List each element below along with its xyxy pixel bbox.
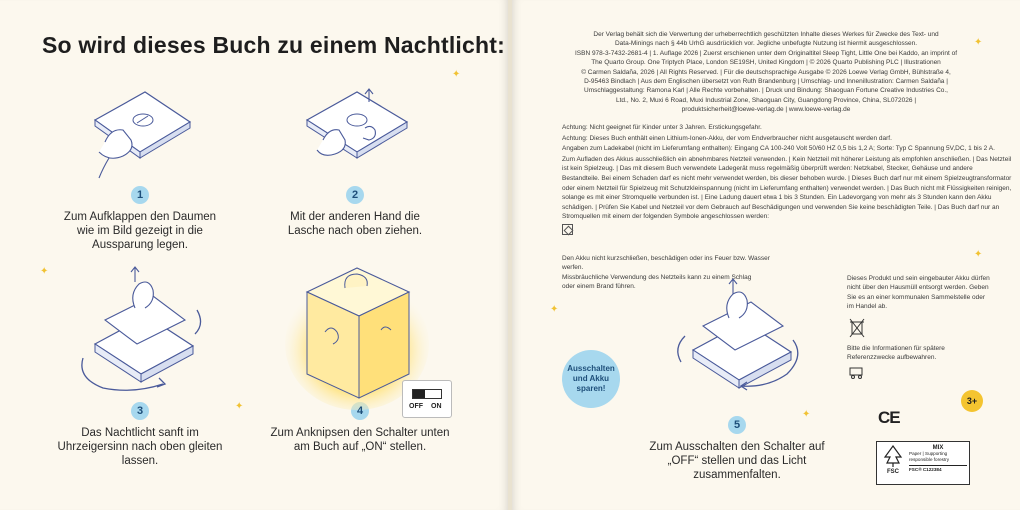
step-4 [270, 262, 450, 454]
fold-nightlight-illustration [667, 278, 807, 410]
step-caption: Zum Anknipsen den Schalter unten am Buch auf „ON“ stellen. [270, 427, 450, 453]
step-caption: Das Nachtlicht sanft im Uhrzeigersinn nach oben gleiten lassen. [57, 427, 223, 467]
star-decoration: ✦ [974, 249, 983, 260]
legal-line: D-95463 Bindlach | Aus dem Englischen übersetzt von Ruth Brandenburg | Umschlag- und Innenillustration: Carmen Saldaña | [584, 78, 948, 86]
star-decoration: ✦ [550, 304, 559, 315]
fsc-brand: FSC [887, 469, 899, 475]
badge-text: Ausschalten und Akku sparen! [567, 364, 615, 393]
star-decoration: ✦ [235, 401, 244, 412]
step-3 [55, 262, 225, 468]
legal-line: Umschlaggestaltung: Ramona Karl | Alle Rechte vorbehalten. | Druck und Bindung: Shaoguan Fortune Creative Industries Co., [584, 87, 948, 95]
imprint-legal-text [532, 30, 1000, 115]
left-page [0, 0, 508, 510]
switch-off-label: OFF [409, 403, 423, 410]
star-decoration: ✦ [40, 266, 49, 277]
disposal-text: Dieses Produkt und sein eingebauter Akku dürfen nicht über den Hausmüll entsorgt werden. Geben Sie es an einer kommunalen Sammelstelle oder im Handel ab. [847, 275, 990, 311]
power-symbol-row [562, 224, 1012, 238]
legal-line: ISBN 978-3-7432-2681-4 | 1. Auflage 2026 | Zuerst erschienen unter dem Originaltitel Sleep Tight, Little One bei Kaddo, an imprint of [574, 49, 958, 57]
safety-line: Zum Aufladen des Akkus ausschließlich ein abnehmbares Netzteil verwenden. | Kein Netzteil mit höherer Leistung als empfohlen anschließen. | Das Netzteil ist kein Spielzeug. | Das mit diesem Buch verwendete Ladegerät muss regelmäßig überprüft werden: Netzkabel, Stecker, Gehäuse und andere Bestandteile. Bei einem Schaden darf es nicht mehr verwendet werden, bis dieser behoben wurde. | Dieses Buch darf nur mit einem Spielzeugtransformator oder einem Netzteil für Spielzeug mit Schutzkleinspannung (nicht im Lieferumfang enthalten) verwendet werden. | Das Buch nicht mit Flüssigkeiten reinigen, solange es mit einer Stromquelle verbunden ist. | Eine Ladung dauert etwa 1 bis 3 Stunden. Ein Ladevorgang von mehr als 3 Stunden kann den Akku schädigen. | Prüfen Sie Kabel und Netzteil vor dem Gebrauch auf Beschädigungen und verwenden Sie keine beschädigten Teile. | Das Buch darf nur an Stromquellen mit einem der folgenden Symbole angeschlossen werden: [562, 155, 1012, 221]
step-number-badge: 3 [131, 402, 149, 420]
legal-line: Der Verlag behält sich die Verwertung der urheberrechtlich geschützten Inhalte dieses Werkes für Zwecke des Text- und [593, 31, 939, 38]
right-page [512, 0, 1020, 510]
step-caption: Zum Ausschalten den Schalter auf „OFF“ stellen und das Licht zusammenfalten. [649, 441, 825, 481]
power-switch-diagram [402, 380, 452, 418]
fsc-line1: Paper | Supporting [909, 451, 948, 456]
fsc-mix: MIX [932, 445, 944, 451]
lift-flap-illustration [295, 82, 415, 182]
warning-line: oder einem Brand führen. [562, 283, 636, 291]
tree-check-icon [883, 445, 903, 467]
star-decoration: ✦ [802, 409, 811, 420]
fsc-text [909, 445, 967, 473]
fsc-code: FSC® C122384 [909, 465, 967, 473]
step-5 [642, 278, 832, 482]
step-caption: Mit der anderen Hand die Lasche nach oben ziehen. [287, 211, 423, 237]
crossed-bin-icon [849, 318, 865, 338]
step-number-badge: 4 [351, 402, 369, 420]
ce-mark: CE [878, 408, 900, 427]
step-1 [55, 82, 225, 252]
legal-line: Data-Minings nach § 44b UrhG ausdrücklich vor. Jegliche unbefugte Nutzung ist hiermit ausgeschlossen. [614, 40, 918, 48]
disposal-info [847, 274, 992, 379]
safety-line: Achtung: Dieses Buch enthält einen Lithium-Ionen-Akku, der vom Endverbraucher nicht ausgetauscht werden darf. [562, 134, 892, 142]
page-title: So wird dieses Buch zu einem Nachtlicht: [42, 32, 505, 58]
legal-line: Ltd., No. 2, Muxi 6 Road, Muxi Industrial Zone, Shaoguan City, Guangdong Province, China, SL072026 | [615, 96, 917, 104]
step-number-badge: 2 [346, 186, 364, 204]
safety-line: Angaben zum Ladekabel (nicht im Lieferumfang enthalten): Eingang CA 100-240 Volt 50/60 HZ 0,5 bis 1,2 A; Sorte: Typ C Spannung 5V,DC, 1 bis 2 A. [562, 145, 995, 153]
safety-line: Achtung: Nicht geeignet für Kinder unter 3 Jahren. Erstickungsgefahr. [562, 124, 762, 131]
save-battery-badge [562, 350, 620, 408]
reference-text: Bitte die Informationen für spätere Referenzzwecke aufbewahren. [847, 344, 945, 362]
switch-on-label: ON [431, 403, 442, 410]
transport-icon [849, 367, 865, 379]
step-number-badge: 5 [728, 416, 746, 434]
fsc-tree-logo [880, 445, 906, 481]
step-caption: Zum Aufklappen den Daumen wie im Bild gezeigt in die Aussparung legen. [63, 211, 217, 251]
switch-slot [412, 389, 442, 399]
double-insulation-icon [562, 224, 573, 235]
warning-line: Den Akku nicht kurzschließen, beschädigen oder ins Feuer bzw. Wasser werfen. [562, 255, 770, 272]
legal-line: produktsicherheit@loewe-verlag.de | www.loewe-verlag.de [681, 106, 851, 114]
slide-nightlight-illustration [75, 262, 205, 414]
open-book-thumb-illustration [85, 82, 195, 182]
fsc-line2: responsible forestry [909, 457, 950, 462]
safety-warnings [562, 123, 1012, 240]
step-number-badge: 1 [131, 186, 149, 204]
step-2 [275, 82, 435, 238]
legal-line: The Quarto Group. One Triptych Place, London SE19SH, United Kingdom | © 2026 Quarto Publishing PLC | Illustrationen [591, 59, 941, 67]
warning-line: Missbräuchliche Verwendung des Netzteils kann zu einem Schlag [562, 273, 752, 281]
star-decoration: ✦ [452, 69, 461, 80]
fsc-label [876, 441, 970, 485]
legal-line: © Carmen Saldaña, 2026 | All Rights Reserved. | Für die deutschsprachige Ausgabe © 2026 Loewe Verlag GmbH, Bühlstraße 4, [581, 68, 951, 76]
switch-knob [413, 390, 425, 398]
star-decoration: ✦ [974, 37, 983, 48]
age-badge: 3+ [961, 390, 983, 412]
